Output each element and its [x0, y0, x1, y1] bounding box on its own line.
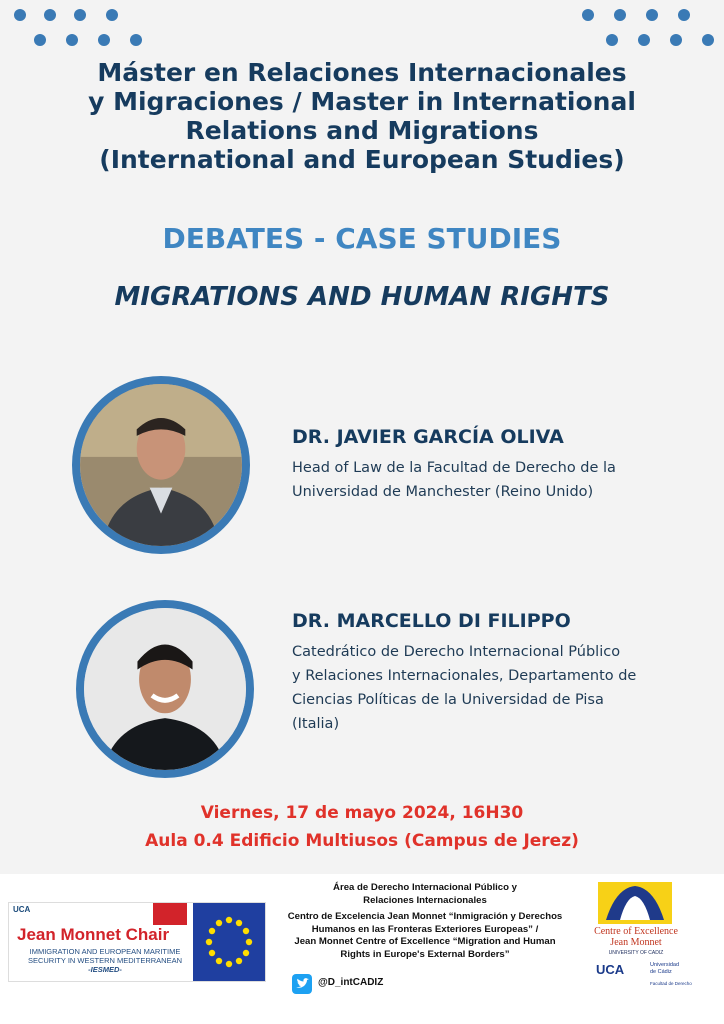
bird-glyph — [292, 974, 312, 994]
dot — [106, 9, 118, 21]
speaker-photo-2 — [76, 600, 254, 778]
title-line: Máster en Relaciones Internacionales — [97, 58, 627, 87]
role-line: Catedrático de Derecho Internacional Público — [292, 644, 621, 660]
faculty-label: Facultad de Derecho — [650, 981, 692, 986]
centre-of-excellence-logo — [596, 880, 674, 926]
role-line: Head of Law de la Facultad de Derecho de la — [292, 460, 616, 476]
organizer-line: Jean Monnet Centre of Excellence “Migration and Human — [294, 936, 556, 947]
title-line: y Migraciones / Master in International — [88, 87, 636, 116]
speaker-role-1 — [292, 456, 652, 504]
speaker-photo-1 — [72, 376, 250, 554]
dot — [646, 9, 658, 21]
uca-small-logo: UCA — [13, 905, 31, 914]
eu-stars — [193, 903, 265, 981]
title-line: Relations and Migrations — [185, 116, 539, 145]
jean-monnet-subtitle — [17, 947, 193, 974]
coe-label — [588, 926, 684, 948]
dot — [702, 34, 714, 46]
eu-flag-icon — [193, 903, 265, 981]
event-location: Aula 0.4 Edificio Multiusos (Campus de Jerez) — [145, 831, 579, 851]
role-line: Ciencias Políticas de la Universidad de Pisa — [292, 692, 604, 708]
dot — [614, 9, 626, 21]
organizer-text — [270, 882, 580, 961]
dot — [130, 34, 142, 46]
dot — [670, 34, 682, 46]
speaker-name-1: DR. JAVIER GARCÍA OLIVA — [292, 426, 564, 448]
uca-logo: UCA — [596, 962, 625, 977]
uca-subtitle — [650, 962, 679, 976]
dot — [606, 34, 618, 46]
organizer-line: Humanos en las Fronteras Exteriores Europeas” / — [311, 923, 539, 935]
organizer-line: Rights in Europe's External Borders” — [340, 948, 510, 960]
dot — [678, 9, 690, 21]
jm-sub-line: SECURITY IN WESTERN MEDITERRANEAN — [27, 956, 183, 965]
dot — [66, 34, 78, 46]
speaker-name-2: DR. MARCELLO DI FILIPPO — [292, 610, 571, 632]
section-heading: DEBATES - CASE STUDIES — [162, 222, 562, 255]
organizer-line: Relaciones Internacionales — [363, 894, 487, 906]
dot — [44, 9, 56, 21]
role-line: Universidad de Manchester (Reino Unido) — [292, 484, 594, 500]
dot — [34, 34, 46, 46]
dot — [98, 34, 110, 46]
coe-university: UNIVERSITY OF CADIZ — [608, 950, 664, 956]
organizer-line: Centro de Excelencia Jean Monnet “Inmigración y Derechos — [287, 911, 563, 922]
coe-line: Centre of Excellence — [594, 926, 678, 937]
portrait-image — [80, 384, 242, 546]
page-title — [30, 58, 694, 174]
event-subtitle: MIGRATIONS AND HUMAN RIGHTS — [114, 282, 610, 312]
coe-line: Jean Monnet — [610, 937, 662, 948]
columns-graphic — [596, 880, 674, 926]
dot — [638, 34, 650, 46]
footer — [0, 874, 724, 1024]
speaker-role-2 — [292, 640, 652, 736]
twitter-handle[interactable]: @D_intCADIZ — [318, 977, 384, 988]
jm-sub-line: IMMIGRATION AND EUROPEAN MARITIME — [29, 947, 181, 956]
event-date: Viernes, 17 de mayo 2024, 16H30 — [200, 803, 524, 823]
role-line: (Italia) — [292, 716, 340, 732]
dot — [74, 9, 86, 21]
dot — [582, 9, 594, 21]
organizer-line: Área de Derecho Internacional Público y — [333, 882, 517, 893]
jm-acronym: -IESMED- — [88, 965, 122, 974]
twitter-icon — [292, 974, 312, 994]
uca-sub-line: de Cádiz — [650, 969, 672, 975]
dot — [14, 9, 26, 21]
role-line: y Relaciones Internacionales, Departamento de — [292, 668, 637, 684]
portrait-image — [84, 608, 246, 770]
uca-sub-line: Universidad — [650, 962, 680, 968]
jean-monnet-chair-logo — [8, 902, 266, 982]
jean-monnet-title: Jean Monnet Chair — [17, 925, 170, 944]
ship-icon — [153, 903, 187, 925]
title-line: (International and European Studies) — [99, 145, 625, 174]
